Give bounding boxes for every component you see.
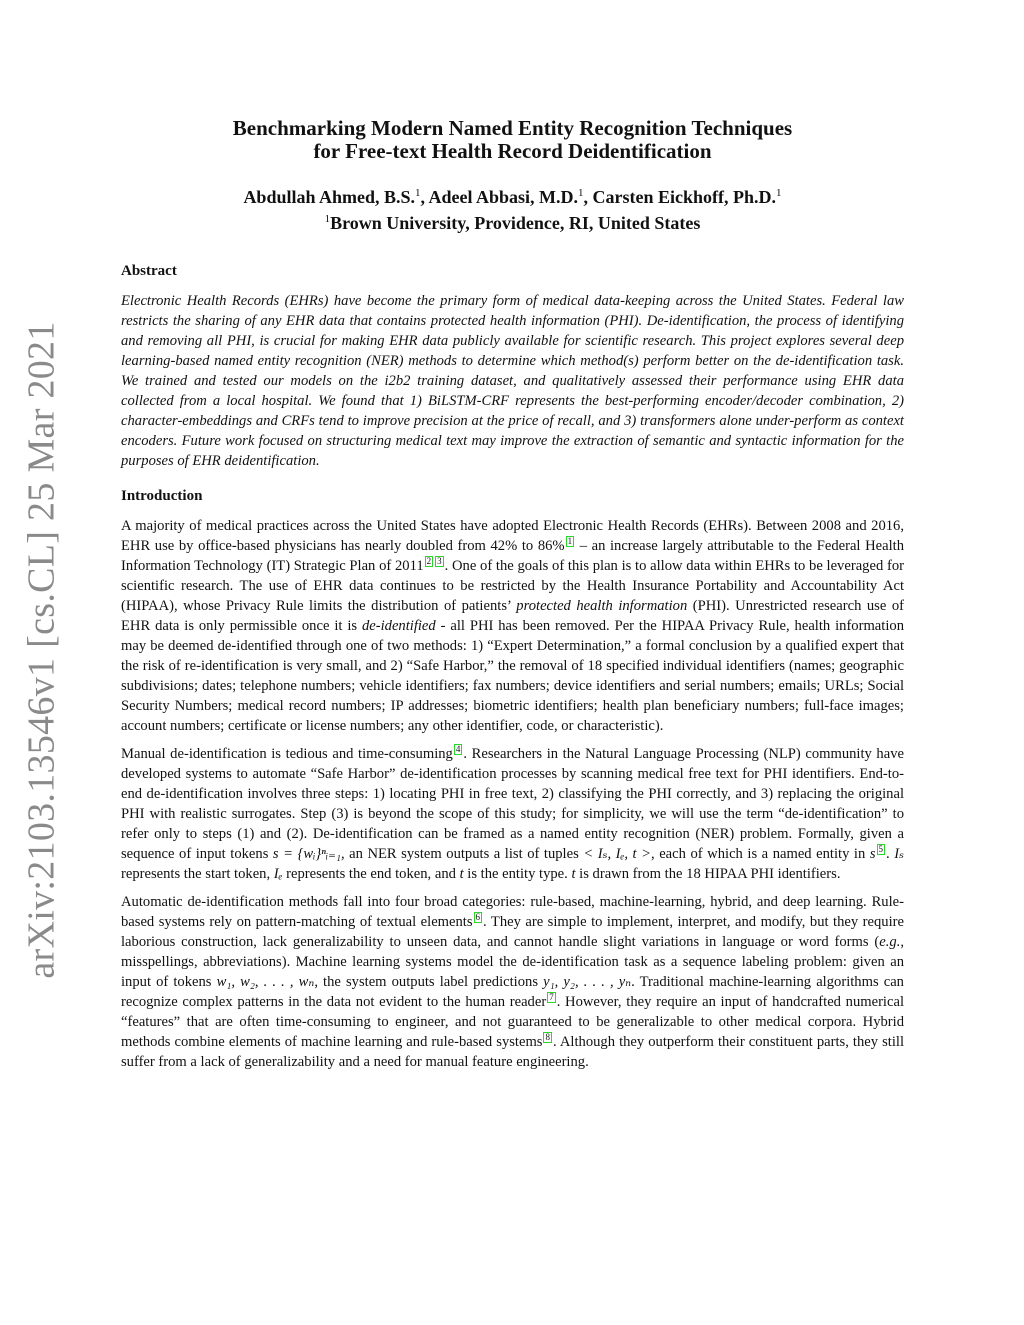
text-run: , the system outputs label predictions bbox=[314, 974, 544, 990]
math-expression: y₁, y₂, . . . , yₙ bbox=[543, 974, 632, 990]
math-expression: Iₛ bbox=[894, 846, 904, 862]
emphasis-text: protected health information bbox=[516, 598, 688, 614]
text-run: . They are simple to implement, interpret, and modify, but they require laborious construction, lack generalizability to unseen data, and cannot handle slight variations in language or word forms ( bbox=[121, 914, 904, 950]
citation-link[interactable]: 2 bbox=[426, 556, 432, 566]
citation-link[interactable]: 5 bbox=[878, 844, 884, 854]
abstract-body: Electronic Health Records (EHRs) have become the primary form of medical data-keeping across the United States. Federal law restricts the sharing of any EHR data that contains protected health information (PHI). De-identification, the process of identifying and removing all PHI, is crucial for making EHR data publicly available for scientific research. This project explores several deep learning-based named entity recognition (NER) methods to determine which method(s) perform better on the de-identification task. We trained and tested our models on the i2b2 training dataset, and qualitatively assessed their performance using EHR data collected from a local hospital. We found that 1) BiLSTM-CRF represents the best-performing encoder/decoder combination, 2) character-embeddings and CRFs tend to improve precision at the price of recall, and 3) transformers alone under-perform as context encoders. Future work focused on structuring medical text may improve the extraction of semantic and syntactic information for the purposes of EHR deidentification. bbox=[121, 293, 904, 469]
arxiv-watermark bbox=[2, 321, 82, 979]
text-run: . Although they outperform their constituent parts, they still suffer from a lack of generalizability and a need for manual feature engineering. bbox=[121, 1034, 904, 1070]
author-name: Abdullah Ahmed, B.S. bbox=[243, 187, 416, 207]
author-separator: , bbox=[420, 187, 429, 207]
affiliation bbox=[121, 208, 904, 234]
title-line-1: Benchmarking Modern Named Entity Recognition Techniques bbox=[232, 116, 793, 140]
math-expression: t bbox=[571, 866, 576, 882]
text-run: is the entity type. bbox=[463, 866, 572, 882]
text-run: , each of which is a named entity in bbox=[651, 846, 870, 862]
citation-link[interactable]: 8 bbox=[545, 1032, 550, 1042]
text-run: represents the start token, bbox=[121, 866, 274, 882]
text-run: . However, they require an input of handcrafted numerical “features” that are often time-consuming to engineer, and not guaranteed to be generalizable to other medical corpora. Hybrid methods combine elements of machine learning and rule-based systems bbox=[121, 994, 905, 1050]
text-run: - all PHI has been removed. Per the HIPAA Privacy Rule, health information may be deemed de-identified through one of two methods: 1) “Expert Determination,” a formal conclusion by a qualified expert that the risk of re-identification is very small, and 2) “Safe Harbor,” the removal of 18 specified individual identifiers (names; geographic subdivisions; dates; telephone numbers; vehicle identifiers; fax numbers; device identifiers and serial numbers; emails; URLs; Social Security Numbers; medical record numbers; IP addresses; biometric identifiers; health plan beneficiary numbers; full-face images; account numbers; certificate or license numbers; any other identifier, code, or characteristic). bbox=[121, 618, 904, 734]
math-expression: s bbox=[869, 846, 876, 862]
author-affil-mark: 1 bbox=[578, 187, 584, 199]
math-expression: < Iₛ, Iₑ, t > bbox=[583, 846, 652, 862]
abstract-heading: Abstract bbox=[121, 263, 177, 279]
intro-paragraph-3 bbox=[121, 892, 904, 1072]
math-expression: s = {wᵢ}ⁿᵢ₌₁ bbox=[272, 846, 341, 862]
affiliation-mark: 1 bbox=[324, 213, 331, 225]
citation-link[interactable]: 4 bbox=[455, 744, 461, 754]
emphasis-text: e.g. bbox=[879, 934, 901, 950]
citation-link[interactable]: 6 bbox=[475, 912, 481, 922]
text-run: , misspellings, abbreviations). Machine learning systems model the de-identification task as a sequence labeling problem: given an input of tokens bbox=[121, 934, 904, 990]
arxiv-id-text: arXiv:2103.13546v1 [cs.CL] 25 Mar 2021 bbox=[21, 321, 63, 979]
paper-page bbox=[121, 117, 904, 1072]
text-run: . Traditional machine-learning algorithms can recognize complex patterns in the data not evident to the human reader bbox=[121, 974, 904, 1010]
author-name: Carsten Eickhoff, Ph.D. bbox=[592, 187, 777, 207]
text-run: – an increase largely attributable to the Federal Health Information Technology (IT) Strategic Plan of 2011 bbox=[121, 538, 904, 574]
emphasis-text: de-identified bbox=[361, 618, 436, 634]
citation-link[interactable]: 7 bbox=[549, 992, 554, 1002]
citation-link[interactable]: 1 bbox=[567, 536, 573, 546]
text-run: Manual de-identification is tedious and time-consuming bbox=[121, 746, 453, 762]
text-run: Automatic de-identification methods fall into four broad categories: rule-based, machine-learning, hybrid, and deep learning. Rule-based systems rely on pattern-matching of textual elements bbox=[121, 894, 904, 930]
text-run: (PHI). Unrestricted research use of EHR data is only permissible once it is bbox=[121, 598, 905, 634]
text-run: , an NER system outputs a list of tuples bbox=[340, 846, 584, 862]
text-run: . bbox=[886, 846, 895, 862]
citation-link[interactable]: 3 bbox=[437, 556, 442, 566]
title-line-2: for Free-text Health Record Deidentification bbox=[313, 139, 712, 163]
text-run: . One of the goals of this plan is to allow data within EHRs to be leveraged for scientific research. The use of EHR data continues to be restricted by the Health Insurance Portability and Accountability Act (HIPAA), whose Privacy Rule limits the distribution of patients’ bbox=[121, 558, 904, 614]
math-expression: w₁, w₂, . . . , wₙ bbox=[216, 974, 315, 990]
intro-paragraph-2 bbox=[121, 744, 904, 884]
author-name: Adeel Abbasi, M.D. bbox=[428, 187, 579, 207]
author-separator: , bbox=[583, 187, 593, 207]
text-run: A majority of medical practices across the United States have adopted Electronic Health Records (EHRs). Between 2008 and 2016, EHR use by office-based physicians has nearly doubled from 42% to 86% bbox=[121, 518, 904, 554]
author-list bbox=[121, 182, 904, 208]
math-expression: t bbox=[459, 866, 464, 882]
introduction-heading: Introduction bbox=[121, 488, 203, 504]
affiliation-text: Brown University, Providence, RI, United States bbox=[330, 213, 701, 233]
text-run: . Researchers in the Natural Language Processing (NLP) community have developed systems to automate “Safe Harbor” de-identification processes by scanning medical free text for PHI identifiers. End-to-end de-identification involves three steps: 1) locating PHI in free text, 2) classifying the PHI correctly, and 3) replacing the original PHI with realistic surrogates. Step (3) is beyond the scope of this study; for simplicity, we will use the term “de-identification” to refer only to steps (1) and (2). De-identification can be framed as a named entity recognition (NER) problem. Formally, given a sequence of input tokens bbox=[121, 746, 904, 862]
author-affil-mark: 1 bbox=[776, 187, 782, 199]
text-run: represents the end token, and bbox=[282, 866, 460, 882]
intro-paragraph-1 bbox=[121, 516, 904, 736]
author-affil-mark: 1 bbox=[415, 187, 421, 199]
math-expression: Iₑ bbox=[273, 866, 283, 882]
paper-title bbox=[121, 117, 904, 163]
text-run: is drawn from the 18 HIPAA PHI identifiers. bbox=[575, 866, 841, 882]
